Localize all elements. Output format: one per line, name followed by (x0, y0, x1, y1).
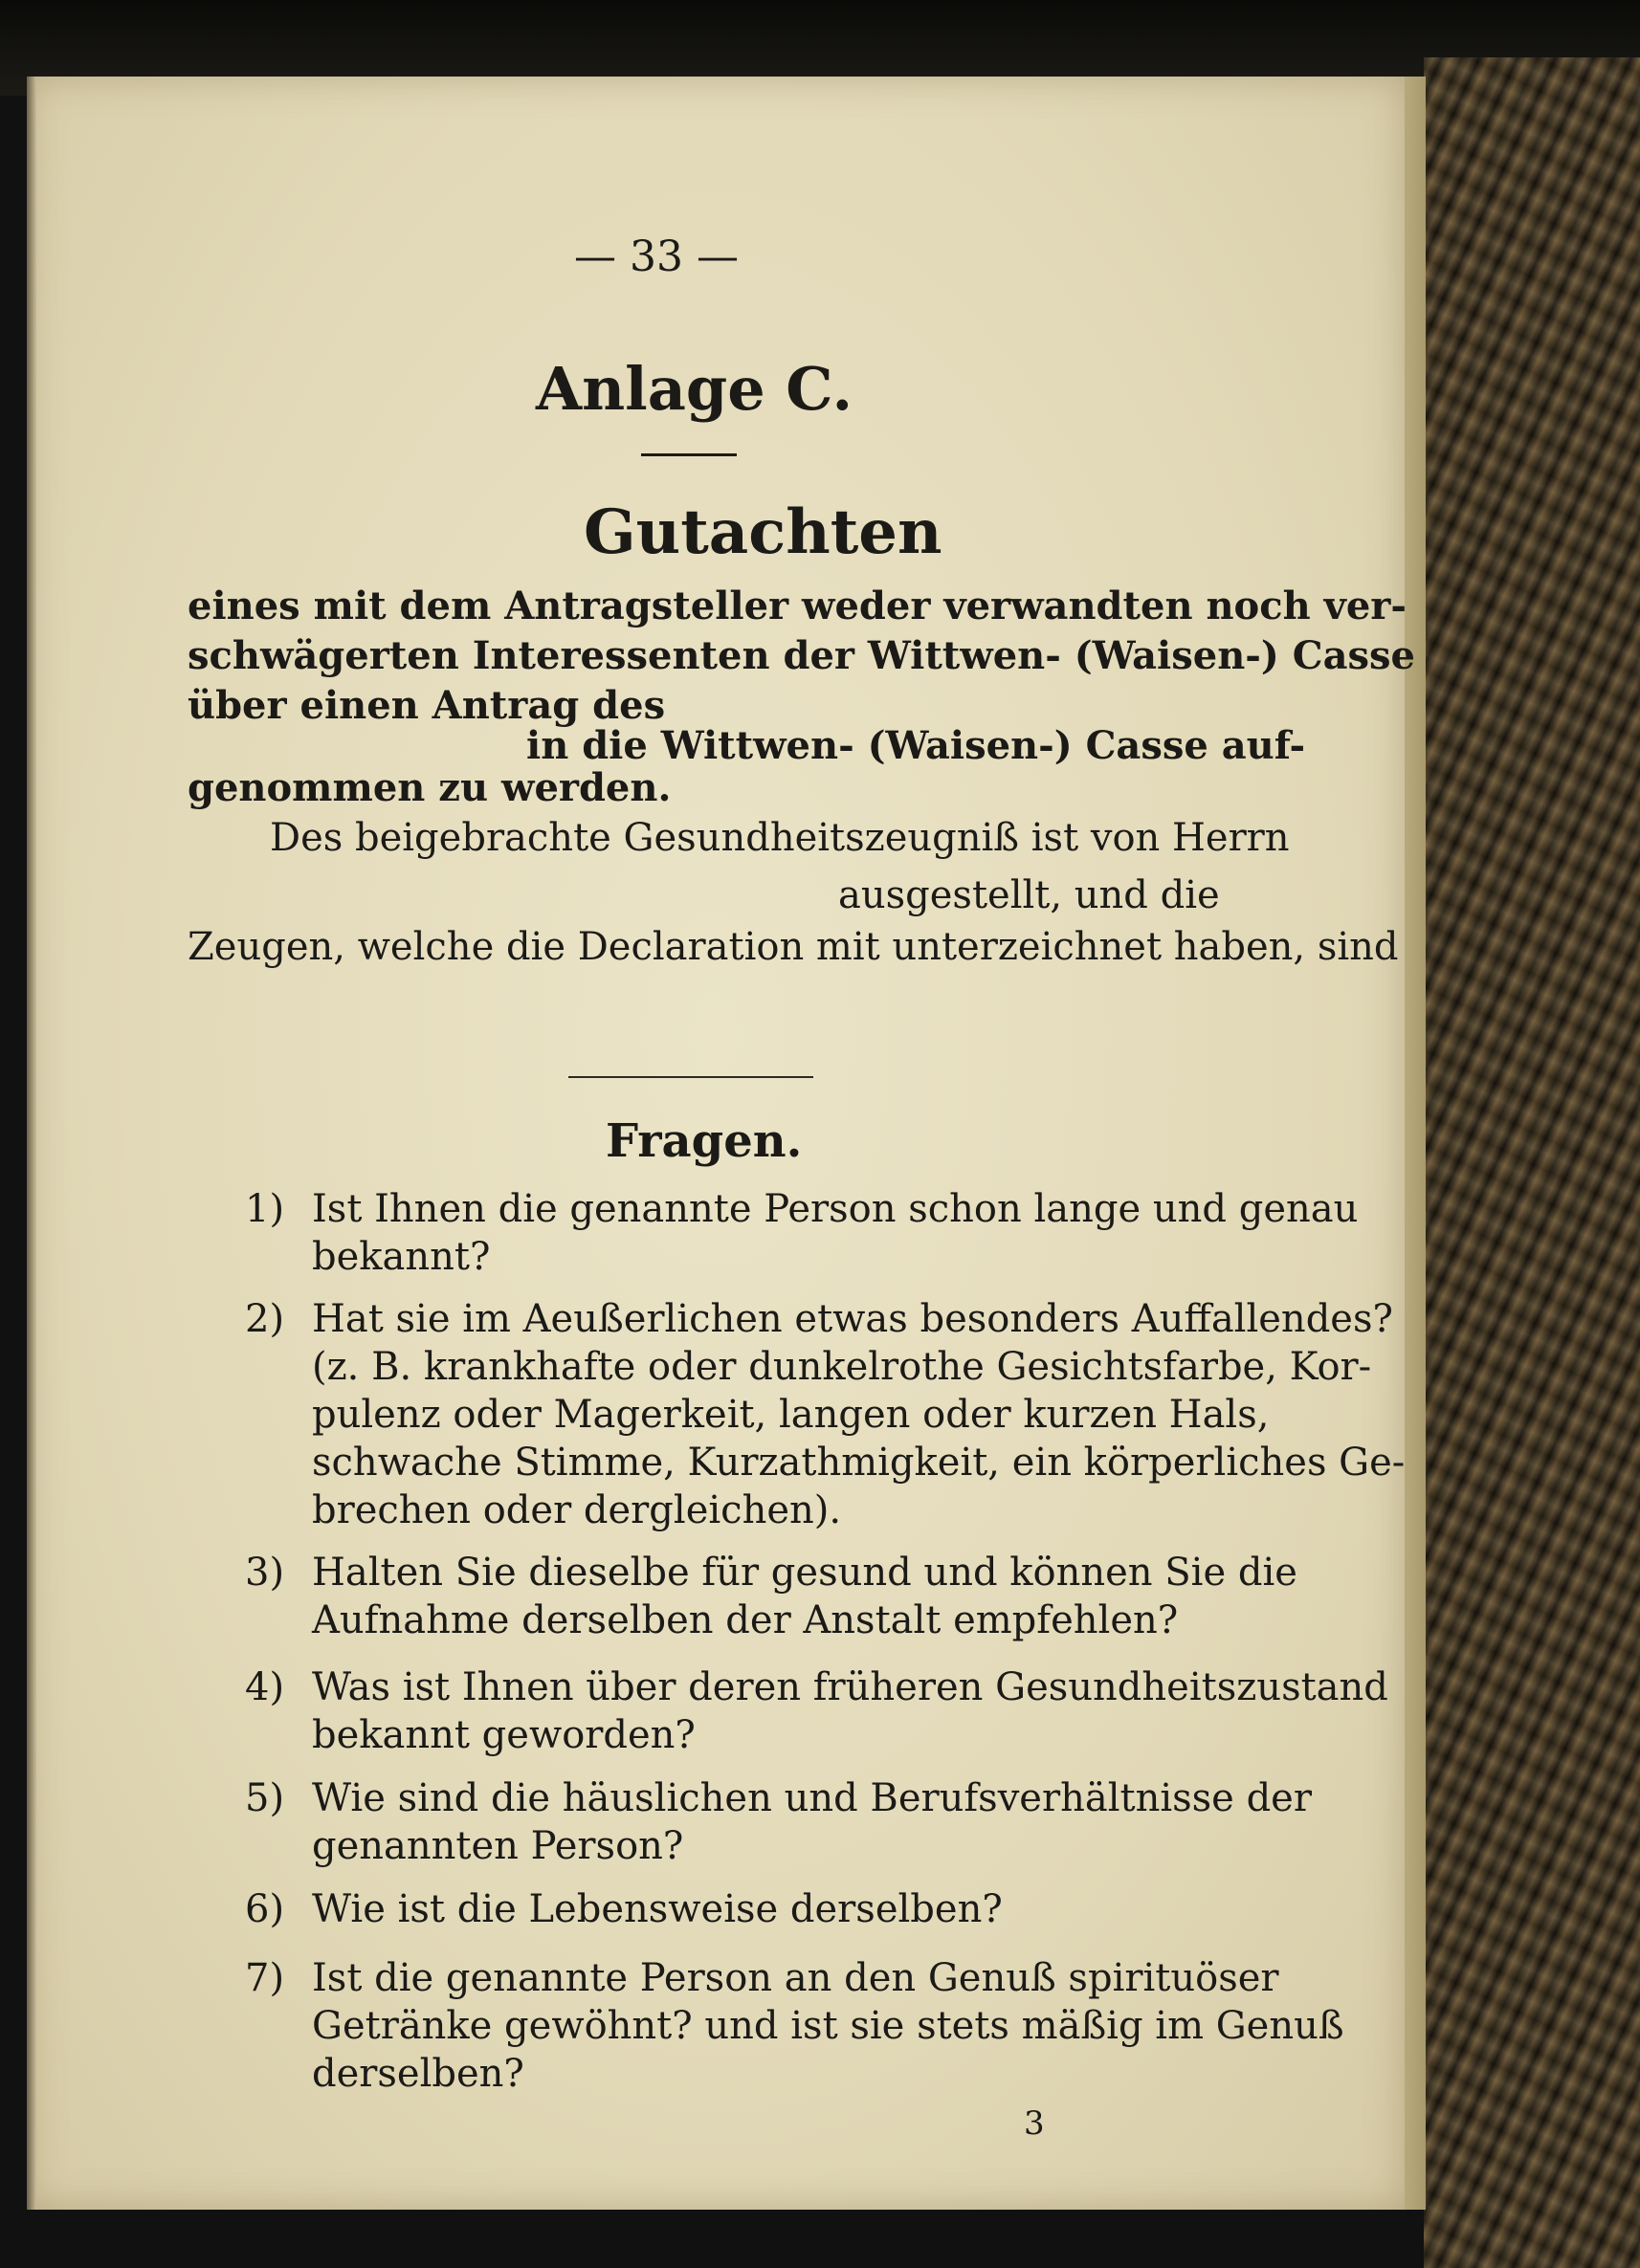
book-cover-edge (1424, 57, 1640, 2268)
page-title: Anlage C. (536, 354, 853, 424)
question-line: schwache Stimme, Kurzathmigkeit, ein körperliches Ge- (312, 1441, 1406, 1485)
question-number: 1) (245, 1187, 285, 1231)
page-gutter (27, 77, 36, 2210)
question-number: 2) (245, 1297, 285, 1341)
question-number: 5) (245, 1776, 285, 1820)
question-line: Was ist Ihnen über deren früheren Gesundheitszustand (312, 1665, 1388, 1709)
questions-heading: Fragen. (606, 1114, 803, 1168)
title-rule (641, 453, 737, 456)
question-line: Ist die genannte Person an den Genuß spirituöser (312, 1956, 1279, 2000)
question-line: Hat sie im Aeußerlichen etwas besonders Auffallendes? (312, 1297, 1393, 1341)
question-number: 7) (245, 1956, 285, 2000)
body-line: Zeugen, welche die Declaration mit unterzeichnet haben, sind (188, 925, 1399, 969)
body-line: ausgestellt, und die (838, 873, 1220, 917)
heading-line: eines mit dem Antragsteller weder verwandten noch ver- (188, 584, 1407, 628)
heading-line: schwägerten Interessenten der Wittwen- (Waisen-) Casse (188, 633, 1415, 678)
signature-mark: 3 (1024, 2104, 1045, 2143)
question-line: brechen oder dergleichen). (312, 1488, 842, 1532)
question-line: Wie sind die häuslichen und Berufsverhältnisse der (312, 1776, 1312, 1820)
body-line: Des beigebrachte Gesundheitszeugniß ist von Herrn (270, 816, 1290, 860)
question-number: 3) (245, 1551, 285, 1595)
heading-line: über einen Antrag des (188, 683, 666, 728)
question-line: genannten Person? (312, 1824, 684, 1868)
page-number: — 33 — (574, 232, 739, 281)
question-line: pulenz oder Magerkeit, langen oder kurzen Hals, (312, 1393, 1270, 1437)
heading-line: genommen zu werden. (188, 765, 672, 810)
section-divider (568, 1076, 813, 1078)
question-line: Ist Ihnen die genannte Person schon lange und genau (312, 1187, 1359, 1231)
question-line: Halten Sie dieselbe für gesund und können Sie die (312, 1551, 1297, 1595)
heading-line: in die Wittwen- (Waisen-) Casse auf- (526, 723, 1306, 768)
question-number: 6) (245, 1887, 285, 1931)
question-line: Aufnahme derselben der Anstalt empfehlen? (312, 1598, 1179, 1642)
question-line: bekannt geworden? (312, 1713, 696, 1757)
question-line: Getränke gewöhnt? und ist sie stets mäßig im Genuß (312, 2004, 1344, 2048)
question-line: bekannt? (312, 1235, 491, 1279)
question-line: derselben? (312, 2052, 524, 2096)
question-number: 4) (245, 1665, 285, 1709)
question-line: Wie ist die Lebensweise derselben? (312, 1887, 1003, 1931)
question-line: (z. B. krankhafte oder dunkelrothe Gesichtsfarbe, Kor- (312, 1345, 1372, 1389)
page-subtitle: Gutachten (584, 496, 942, 568)
